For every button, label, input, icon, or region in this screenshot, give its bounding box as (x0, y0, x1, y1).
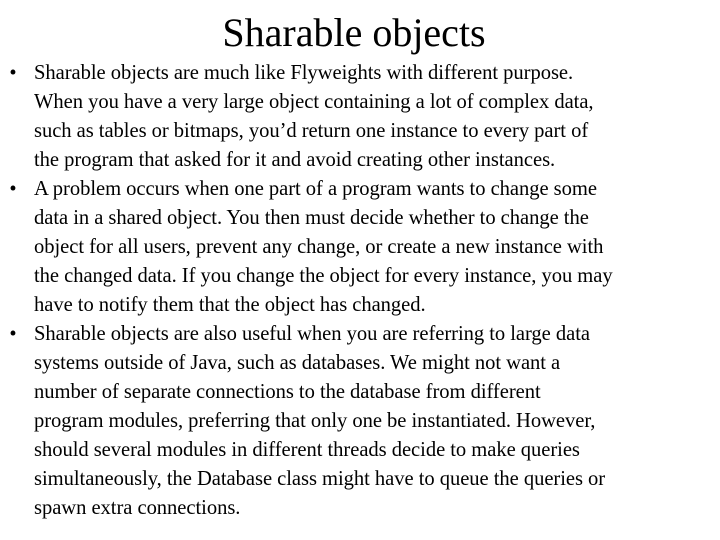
bullet-list (0, 59, 716, 523)
bullet-marker: • (9, 178, 17, 200)
bullet-text-line: such as tables or bitmaps, you’d return one instance to every part of (34, 120, 589, 142)
bullet-text-line: Sharable objects are much like Flyweights with different purpose. (34, 62, 574, 84)
slide-title: Sharable objects (222, 10, 486, 55)
bullet-text-line: the program that asked for it and avoid creating other instances. (34, 149, 556, 171)
bullet-text-line: should several modules in different threads decide to make queries (34, 439, 580, 461)
bullet-text-line: spawn extra connections. (34, 497, 241, 519)
bullet-text-line: number of separate connections to the database from different (34, 381, 541, 403)
bullet-text-line: simultaneously, the Database class might have to queue the queries or (34, 468, 606, 490)
bullet-text-line: systems outside of Java, such as databases. We might not want a (34, 352, 561, 374)
bullet-text-line: program modules, preferring that only one be instantiated. However, (34, 410, 596, 432)
bullet-text-line: Sharable objects are also useful when you are referring to large data (34, 323, 590, 345)
bullet-text-line: have to notify them that the object has changed. (34, 294, 426, 316)
bullet-item (0, 59, 716, 175)
bullet-text-line: data in a shared object. You then must decide whether to change the (34, 207, 589, 229)
bullet-text-line: A problem occurs when one part of a program wants to change some (34, 178, 597, 200)
bullet-item (0, 320, 716, 523)
bullet-text-line: the changed data. If you change the object for every instance, you may (34, 265, 613, 287)
bullet-marker: • (9, 323, 17, 345)
bullet-text-line: object for all users, prevent any change, or create a new instance with (34, 236, 604, 258)
bullet-marker: • (9, 62, 17, 84)
bullet-item (0, 175, 716, 320)
bullet-text-line: When you have a very large object containing a lot of complex data, (34, 91, 594, 113)
